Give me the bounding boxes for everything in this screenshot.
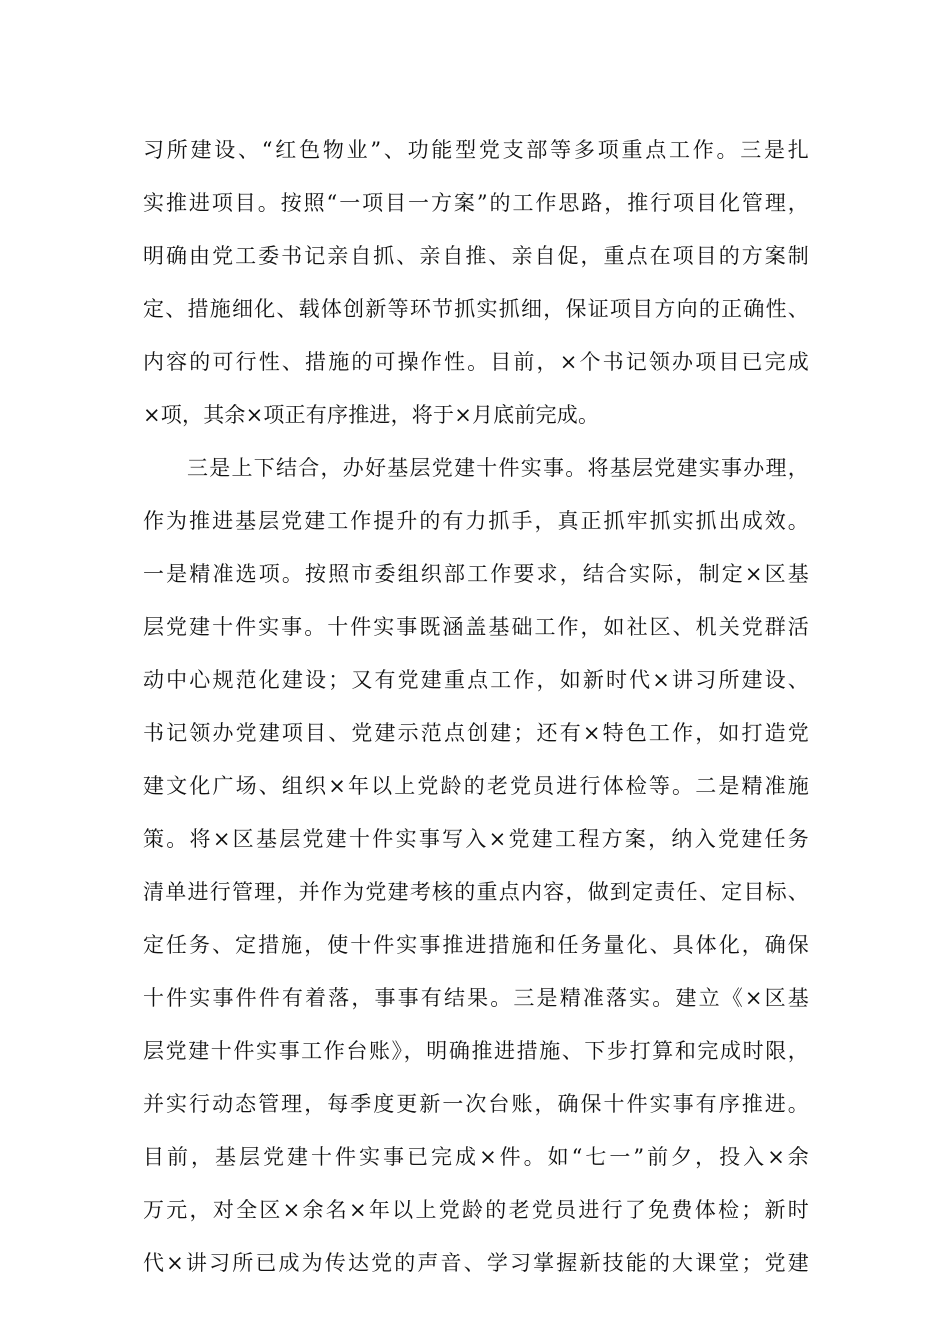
- text-line: 动中心规范化建设；又有党建重点工作，如新时代×讲习所建设、: [143, 668, 809, 692]
- paragraph: [143, 442, 809, 1290]
- text-line: 并实行动态管理，每季度更新一次台账，确保十件实事有序推进。: [143, 1092, 809, 1116]
- text-line: 习所建设、“红色物业”、功能型党支部等多项重点工作。三是扎: [143, 138, 809, 162]
- text-line: 策。将×区基层党建十件实事写入×党建工程方案，纳入党建任务: [143, 827, 809, 851]
- text-line: 代×讲习所已成为传达党的声音、学习掌握新技能的大课堂；党建: [143, 1251, 809, 1275]
- text-line: 建文化广场、组织×年以上党龄的老党员进行体检等。二是精准施: [143, 774, 809, 798]
- document-body: [143, 124, 809, 1290]
- text-line: 明确由党工委书记亲自抓、亲自推、亲自促，重点在项目的方案制: [143, 244, 809, 268]
- text-line: 书记领办党建项目、党建示范点创建；还有×特色工作，如打造党: [143, 721, 809, 745]
- text-line: 定任务、定措施，使十件实事推进措施和任务量化、具体化，确保: [143, 933, 809, 957]
- text-line: ×项，其余×项正有序推进，将于×月底前完成。: [143, 403, 600, 427]
- text-line: 作为推进基层党建工作提升的有力抓手，真正抓牢抓实抓出成效。: [143, 509, 809, 533]
- text-line: 清单进行管理，并作为党建考核的重点内容，做到定责任、定目标、: [143, 880, 809, 904]
- text-line: 三是上下结合，办好基层党建十件实事。将基层党建实事办理，: [187, 456, 809, 480]
- text-line: 一是精准选项。按照市委组织部工作要求，结合实际，制定×区基: [143, 562, 809, 586]
- text-line: 定、措施细化、载体创新等环节抓实抓细，保证项目方向的正确性、: [143, 297, 809, 321]
- text-line: 十件实事件件有着落，事事有结果。三是精准落实。建立《×区基: [143, 986, 809, 1010]
- text-line: 实推进项目。按照“一项目一方案”的工作思路，推行项目化管理，: [143, 191, 809, 215]
- text-line: 层党建十件实事。十件实事既涵盖基础工作，如社区、机关党群活: [143, 615, 809, 639]
- paragraph: [143, 124, 809, 442]
- text-line: 目前，基层党建十件实事已完成×件。如“七一”前夕，投入×余: [143, 1145, 809, 1169]
- text-line: 万元，对全区×余名×年以上党龄的老党员进行了免费体检；新时: [143, 1198, 809, 1222]
- text-line: 内容的可行性、措施的可操作性。目前，×个书记领办项目已完成: [143, 350, 809, 374]
- text-line: 层党建十件实事工作台账》，明确推进措施、下步打算和完成时限，: [143, 1039, 809, 1063]
